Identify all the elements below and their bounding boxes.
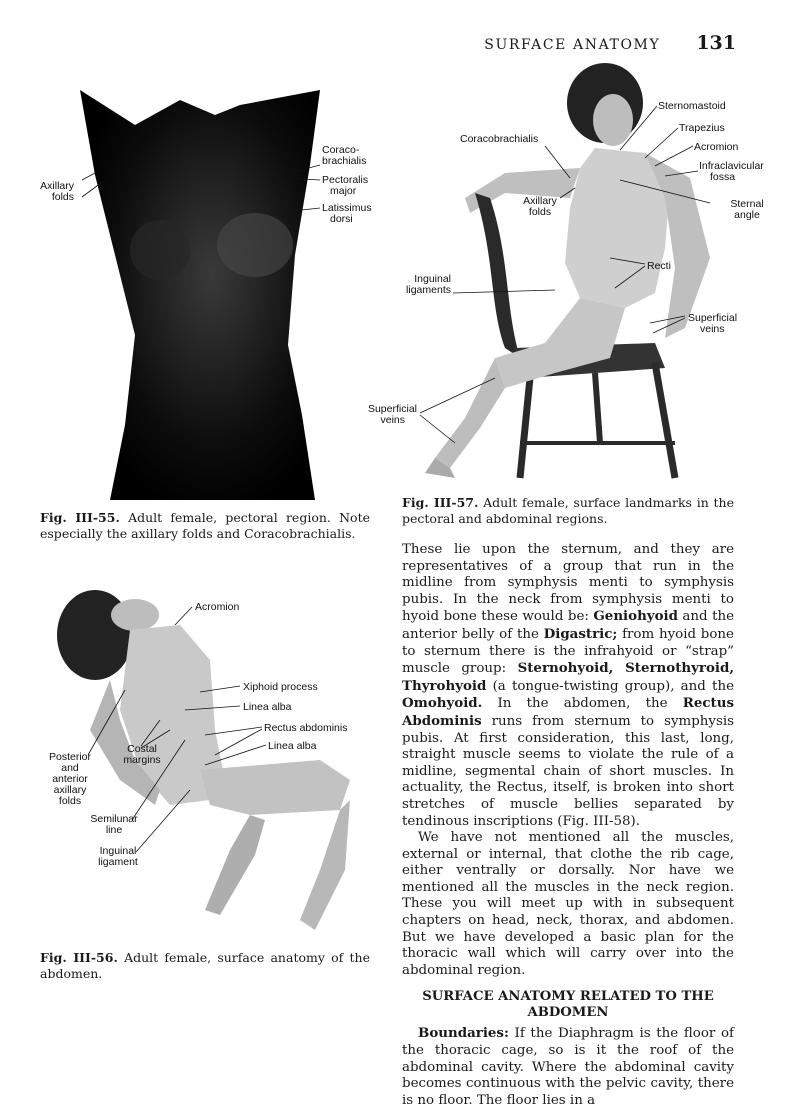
running-title: SURFACE ANATOMY xyxy=(484,37,661,53)
figure-iii-57-illustration xyxy=(355,58,785,488)
label-latissimus-dorsi: Latissimus dorsi xyxy=(322,202,372,225)
label-trapezius: Trapezius xyxy=(679,122,725,134)
label-pectoralis-major: Pectoralis major xyxy=(322,174,369,197)
label-acromion: Acromion xyxy=(195,601,240,613)
section-heading: SURFACE ANATOMY RELATED TO THE ABDOMEN xyxy=(422,989,714,1021)
leader-line xyxy=(82,173,95,180)
breast-highlight xyxy=(217,213,293,277)
label-inguinal-ligaments: Inguinal ligaments xyxy=(406,273,451,296)
label-sternomastoid: Sternomastoid xyxy=(658,100,726,112)
label-axillary-folds: Axillary folds xyxy=(40,180,74,203)
leader-line xyxy=(420,415,455,443)
leader-line xyxy=(136,790,190,852)
label-infraclavicular-fossa: Infraclavicular fossa xyxy=(699,160,764,183)
figure-number: Fig. III-56. xyxy=(40,950,118,965)
face xyxy=(111,599,159,631)
figure-iii-56-illustration xyxy=(40,580,380,945)
page-number: 131 xyxy=(696,32,736,54)
figure-iii-57 xyxy=(355,58,785,488)
lower-leg xyxy=(300,800,350,930)
figure-iii-56 xyxy=(40,580,380,945)
label-costal-margins: Costal margins xyxy=(123,743,161,766)
label-axillary-folds: Axillary folds xyxy=(523,195,557,218)
label-linea-alba: Linea alba xyxy=(243,701,292,713)
figure-iii-55 xyxy=(40,85,380,505)
caption-fig-iii-55 xyxy=(40,510,370,542)
label-axillary-folds: Posterior and anterior axillary folds xyxy=(48,751,92,807)
page-header xyxy=(484,32,736,54)
breast-highlight xyxy=(130,220,190,280)
label-rectus-abdominis: Rectus abdominis xyxy=(264,722,348,734)
caption-fig-iii-56 xyxy=(40,950,370,982)
figure-number: Fig. III-57. xyxy=(402,495,479,510)
label-acromion: Acromion xyxy=(694,141,739,153)
caption-text: Adult female, pectoral region. Note especially the axillary folds and Coracobrachialis. xyxy=(40,510,370,541)
caption-text: Adult female, surface anatomy of the abdomen. xyxy=(40,950,370,981)
label-coracobrachialis: Coraco-brachialis xyxy=(322,144,367,167)
leader-line xyxy=(175,607,192,625)
label-superficial-veins-left: Superficial veins xyxy=(367,403,417,426)
label-sternal-angle: Sternal angle xyxy=(730,198,764,221)
lower-leg xyxy=(205,815,265,915)
label-recti: Recti xyxy=(647,260,671,272)
body-text-column xyxy=(402,542,734,1109)
label-coracobrachialis: Coracobrachialis xyxy=(460,133,539,145)
label-semilunar-line: Semilunar line xyxy=(90,813,138,836)
paragraph: We have not mentioned all the muscles, external or internal, that clothe the rib cage, either ventrally or dorsally. Nor have we mentioned all the muscles in the neck region. These you will meet up with in subsequent chapters on head, neck, thorax, and abdomen. But we have developed a basic plan for the thoracic wall which will carry over into the abdominal region. xyxy=(402,830,734,978)
label-linea-alba: Linea alba xyxy=(268,740,317,752)
thigh xyxy=(200,760,350,815)
paragraph: Boundaries: If the Diaphragm is the floor of the thoracic cage, so is it the roof of the abdominal cavity. Where the abdominal cavity becomes continuous with the pelvic cavity, there is no floor. The floor lies in a xyxy=(402,1025,734,1108)
caption-text: Adult female, surface landmarks in the pectoral and abdominal regions. xyxy=(402,495,734,526)
torso-silhouette xyxy=(80,90,320,500)
caption-fig-iii-57 xyxy=(402,495,734,527)
figure-number: Fig. III-55. xyxy=(40,510,120,525)
label-superficial-veins-right: Superficial veins xyxy=(688,312,738,335)
label-xiphoid-process: Xiphoid process xyxy=(243,681,318,693)
paragraph: These lie upon the sternum, and they are representatives of a group that run in the midline from symphysis menti to symphysis pubis. In the neck from symphysis menti to hyoid bone these would be: Geniohyoid and the anterior belly of the Digastric; from hyoid bone to sternum there is the infrahyoid or “strap” muscle group: Sternohyoid, Sternothyroid, Thyrohyoid (a tongue-twisting group), and the Omohyoid. In the abdomen, the Rectus Abdominis runs from sternum to symphysis pubis. At first consideration, this last, long, straight muscle seems to violate the rule of a midline, segmental chain of short muscles. In actuality, the Rectus, itself, is broken into short stretches of muscle bellies separated by tendinous inscriptions (Fig. III-58). xyxy=(402,542,735,829)
figure-iii-55-illustration xyxy=(40,85,380,505)
face xyxy=(593,94,633,146)
label-inguinal-ligament: Inguinal ligament xyxy=(98,845,138,868)
